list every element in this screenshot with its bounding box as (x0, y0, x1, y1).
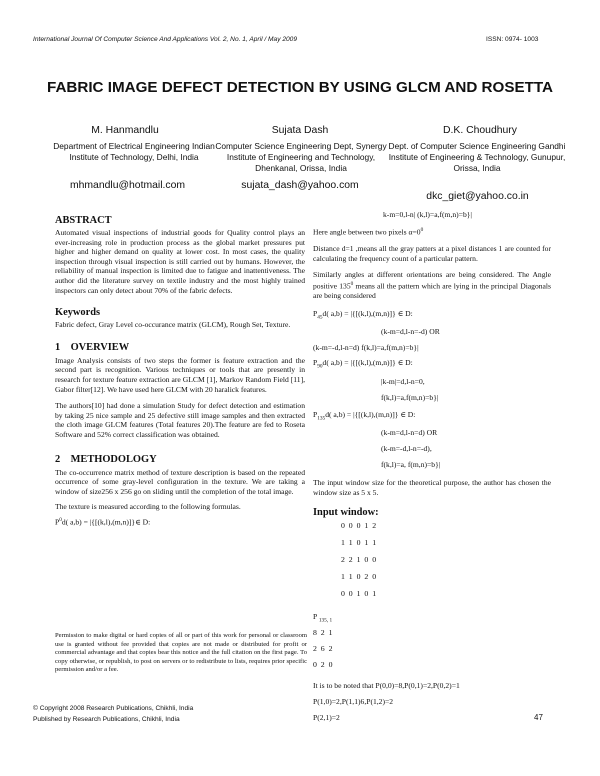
author-affil-3: Dept. of Computer Science Engineering Gandhi Institute of Engineering & Technology, Gunupur, Orissa, India (388, 141, 566, 173)
window-paragraph: The input window size for the theoretical purpose, the author has chosen the window size as 5 x 5. (313, 478, 551, 497)
formula-p45 (313, 309, 551, 321)
author-name-1: M. Hanmandlu (91, 125, 159, 136)
input-window-heading: Input window: (313, 507, 379, 519)
p135-matrix-row: 0 2 0 (313, 659, 333, 669)
copyright: © Copyright 2008 Research Publications, Chikhli, India (33, 705, 194, 712)
formula-p0 (55, 517, 305, 527)
formula-p45-symbol: P (313, 308, 318, 318)
formula-p135-body: d( a,b) = |{[(k,l),(m,n)]} ∈ D: (325, 409, 416, 419)
formula-p45-line3: (k-m=-d,l-n=d) f(k,l)=a,f(m,n)=b}| (313, 343, 419, 353)
note-line-2: P(1,0)=2,P(1,1)6,P(1,2)=2 (313, 696, 394, 706)
issn: ISSN: 0974- 1003 (486, 36, 539, 43)
formula-p0-sup: 0 (59, 516, 62, 523)
journal-header: International Journal Of Computer Science And Applications Vol. 2, No. 1, April / May 2009 (33, 36, 298, 43)
methodology-paragraph-1: The co-occurrence matrix method of texture description is based on the repeated occurrence of some gray-level configuration in the texture. We are taking a window of size256 x 256 go on sliding until the completion of the total image. (55, 467, 305, 496)
author-name-2: Sujata Dash (271, 125, 329, 136)
formula-p135-symbol: P (313, 409, 318, 419)
p135-matrix-row: 2 6 2 (313, 643, 333, 653)
formula-p135-sub: 135 (317, 415, 326, 422)
distance-paragraph: Distance d=1 ,means all the gray patters at a pixel distances 1 are counted for calculating the frequency count of a particular pattern. (313, 244, 551, 263)
p135-label (313, 612, 551, 624)
input-matrix (313, 521, 551, 606)
methodology-heading: 2 METHODOLOGY (55, 453, 157, 465)
methodology-paragraph-2: The texture is measured according to the following formulas. (55, 502, 241, 512)
note-line-3: P(2,1)=2 (313, 712, 340, 722)
formula-p45-sub: 45 (317, 314, 323, 321)
formula-p135-line3: (k-m=-d,l-n=-d), (381, 444, 432, 454)
formula-p0-symbol: P (55, 517, 60, 527)
formula-p135-line4: f(k,l)=a, f(m,n)=b}| (381, 460, 441, 470)
formula-p90-line3: f(k,l)=a,f(m,n)=b}| (381, 392, 439, 402)
author-affil-1: Department of Electrical Engineering Indian Institute of Technology, Delhi, India (53, 141, 215, 162)
similar-paragraph (313, 270, 551, 300)
author-email-2: sujata_dash@yahoo.com (241, 180, 359, 191)
matrix-row: 1 1 0 1 1 (341, 538, 377, 548)
right-column (313, 210, 551, 722)
formula-p90-sub: 90 (317, 363, 323, 370)
abstract-heading: ABSTRACT (55, 215, 112, 226)
matrix-row: 1 1 0 2 0 (341, 572, 377, 582)
angle-line-sup: 0 (420, 227, 424, 233)
matrix-row: 0 0 1 0 1 (341, 589, 377, 599)
similar-paragraph-b: means all the pattern which are lying in the principal Diagonals are being considered (313, 281, 551, 301)
author-name-3: D.K. Choudhury (443, 125, 517, 136)
page-number: 47 (534, 713, 543, 722)
p135-matrix (313, 628, 551, 676)
p135-label-symbol: P (313, 612, 317, 622)
abstract-text: Automated visual inspections of industrial goods for Quality control plays an ever-increasing role in production process as the global market pressures put higher and higher demand on quality at lower cost. In most cases, the quality inspection through visual inspection is still carried out by humans. However, the reliability of manual inspection is limited due to fatigue and inattentiveness. The author did the literature survey on textile industry and the most highly trained inspectors can only detect about 70% of the fabric defects. (55, 228, 305, 295)
angle-line-text: Here angle between two pixels α=0 (313, 227, 421, 237)
keywords-text: Fabric defect, Gray Level co-occurance matrix (GLCM), Rough Set, Texture. (55, 320, 291, 330)
angle-line (313, 226, 551, 237)
paper-title: FABRIC IMAGE DEFECT DETECTION BY USING GLCM AND ROSETTA (47, 79, 553, 96)
formula-p135 (313, 410, 551, 422)
formula-p90-symbol: P (313, 358, 318, 368)
similar-paragraph-sup: 0 (350, 280, 354, 287)
overview-heading: 1 OVERVIEW (55, 341, 130, 353)
formula-p0-continued: k-m=0,l-n| (k,l)=a,f(m,n)=b}| (383, 210, 472, 219)
note-line-1: It is to be noted that P(0,0)=8,P(0,1)=2,P(0,2)=1 (313, 680, 460, 690)
author-email-1: mhmandlu@hotmail.com (69, 180, 186, 191)
matrix-row: 0 0 0 1 2 (341, 521, 377, 531)
formula-p45-line2: (k-m=d,l-n=-d) OR (381, 327, 440, 337)
p135-matrix-row: 8 2 1 (313, 627, 333, 637)
permission-notice: Permission to make digital or hard copies of all or part of this work for personal or classroom use is granted without fee provided that copies are not made or distributed for profit or commercial advantage and that copies bear this notice and the full citation on the first page. To copy otherwise, or republish, to post on servers or to redistribute to lists, requires prior specific permission and/or a fee. (55, 632, 307, 674)
overview-paragraph-1: Image Analysis consists of two steps the former is feature extraction and the second part is recognition. Various techniques or tools that are presently in research for texture feature extraction are GLCM [1], Markov Random Field [11], Gabor filter[12]. We have used here GLCM with 20 haralick features. (55, 355, 305, 394)
formula-p135-line2: (k-m=d,l-n=d) OR (381, 428, 438, 438)
formula-p45-body: d( a,b) = |{[(k,l),(m,n)]} ∈ D: (322, 308, 413, 318)
author-email-3: dkc_giet@yahoo.co.in (426, 191, 529, 202)
left-column (55, 215, 305, 526)
p135-label-sub: 135, 1 (318, 617, 333, 624)
author-affil-2: Computer Science Engineering Dept, Synergy Institute of Engineering and Technology, Dhenkanal, Orissa, India (215, 141, 387, 173)
matrix-row: 2 2 1 0 0 (341, 555, 377, 565)
similar-paragraph-a: Similarly angles at different orientations are being considered. The Angle positive 135 (313, 270, 551, 291)
overview-paragraph-2: The authors[10] had done a simulation Study for defect detection and estimation by taking 25 nice sample and 25 defective still image samples and then extracted the cloth image GLCM features (Total features 20).The feature are fed to Roseta Software and 52% correct classification was obtained. (55, 401, 305, 439)
formula-p90 (313, 358, 551, 370)
formula-p90-line2: |k-m|=d,l-n=0, (381, 376, 425, 386)
publisher: Published by Research Publications, Chikhli, India (33, 716, 180, 723)
formula-p90-body: d( a,b) = |{[(k,l),(m,n)]} ∈ D: (322, 358, 413, 368)
keywords-heading: Keywords (55, 307, 101, 319)
formula-p0-body: d( a,b) = |{[(k,l),(m,n)]}∈ D: (61, 517, 151, 527)
